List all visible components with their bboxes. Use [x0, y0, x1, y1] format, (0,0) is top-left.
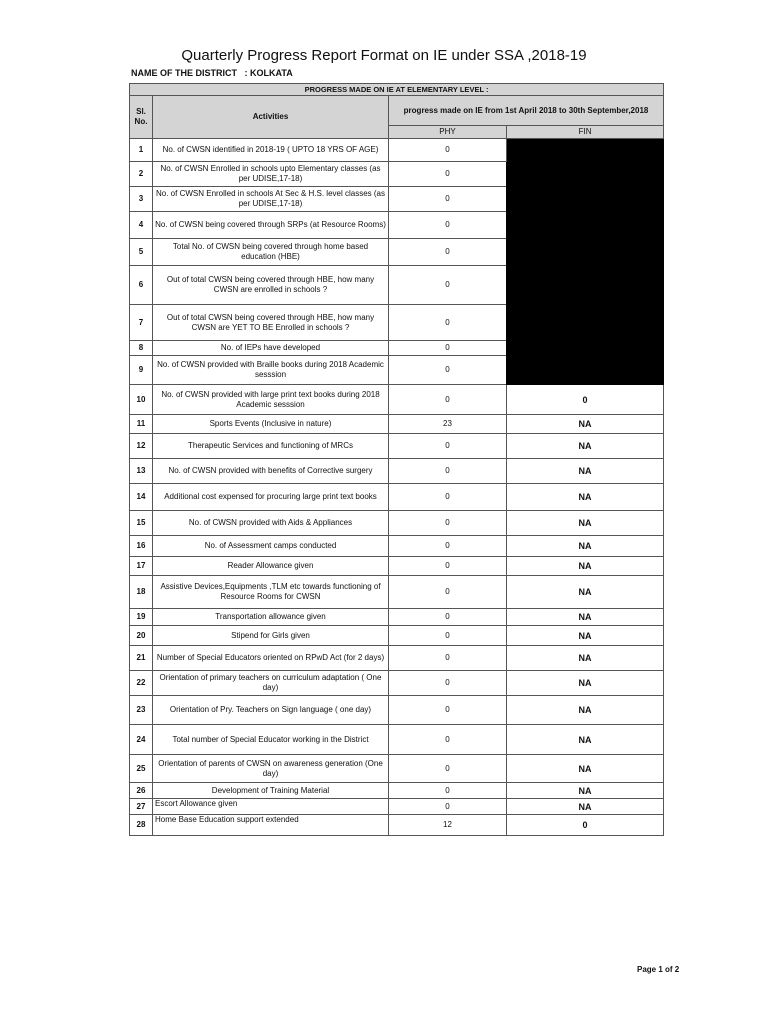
table-row [130, 696, 664, 725]
phy-cell: 0 [389, 341, 507, 356]
fin-cell: NA [507, 609, 664, 626]
progress-header: progress made on IE from 1st April 2018 to 30th September,2018 [389, 96, 664, 126]
table-row [130, 415, 664, 434]
table-row [130, 815, 664, 836]
phy-cell: 0 [389, 783, 507, 799]
district-separator: : [244, 68, 248, 78]
phy-cell: 0 [389, 557, 507, 576]
sl-no-cell: 7 [130, 305, 153, 341]
sl-no-cell: 1 [130, 139, 153, 162]
phy-header: PHY [389, 126, 507, 139]
phy-cell: 0 [389, 626, 507, 646]
sl-no-cell: 14 [130, 484, 153, 511]
activity-cell: No. of CWSN Enrolled in schools At Sec & H.S. level classes (as per UDISE,17-18) [153, 187, 389, 212]
phy-cell: 0 [389, 459, 507, 484]
district-label: NAME OF THE DISTRICT [131, 68, 237, 78]
activity-cell: Reader Allowance given [153, 557, 389, 576]
phy-cell: 0 [389, 266, 507, 305]
phy-cell: 23 [389, 415, 507, 434]
sl-no-cell: 25 [130, 755, 153, 783]
fin-cell: 0 [507, 815, 664, 836]
table-row [130, 557, 664, 576]
activity-cell: Orientation of parents of CWSN on awareness generation (One day) [153, 755, 389, 783]
sl-no-cell: 15 [130, 511, 153, 536]
activity-cell: Sports Events (Inclusive in nature) [153, 415, 389, 434]
phy-cell: 0 [389, 755, 507, 783]
phy-cell: 0 [389, 212, 507, 239]
phy-cell: 0 [389, 434, 507, 459]
activity-cell: Therapeutic Services and functioning of MRCs [153, 434, 389, 459]
table-row [130, 385, 664, 415]
activity-cell: Escort Allowance given [153, 799, 389, 815]
activity-cell: Out of total CWSN being covered through HBE, how many CWSN are YET TO BE Enrolled in schools ? [153, 305, 389, 341]
fin-cell: NA [507, 755, 664, 783]
district-line [131, 68, 293, 78]
fin-cell: NA [507, 725, 664, 755]
table-row [130, 783, 664, 799]
activity-cell: Additional cost expensed for procuring large print text books [153, 484, 389, 511]
table-row [130, 139, 664, 162]
activity-cell: No. of CWSN Enrolled in schools upto Elementary classes (as per UDISE,17-18) [153, 162, 389, 187]
table-row [130, 626, 664, 646]
fin-cell: NA [507, 646, 664, 671]
fin-cell: NA [507, 626, 664, 646]
activity-cell: Transportation allowance given [153, 609, 389, 626]
activity-cell: No. of CWSN provided with Braille books during 2018 Academic sesssion [153, 356, 389, 385]
phy-cell: 0 [389, 356, 507, 385]
sl-no-cell: 28 [130, 815, 153, 836]
sl-no-cell: 26 [130, 783, 153, 799]
fin-cell: NA [507, 536, 664, 557]
table-row [130, 609, 664, 626]
sl-no-cell: 12 [130, 434, 153, 459]
sl-no-cell: 13 [130, 459, 153, 484]
fin-cell: NA [507, 511, 664, 536]
phy-cell: 0 [389, 609, 507, 626]
table-row [130, 459, 664, 484]
sl-no-cell: 27 [130, 799, 153, 815]
fin-header: FIN [507, 126, 664, 139]
table-row [130, 511, 664, 536]
fin-cell: NA [507, 783, 664, 799]
sl-no-cell: 19 [130, 609, 153, 626]
activity-cell: Orientation of primary teachers on curriculum adaptation ( One day) [153, 671, 389, 696]
activity-cell: No. of CWSN being covered through SRPs (at Resource Rooms) [153, 212, 389, 239]
fin-cell: NA [507, 557, 664, 576]
sl-no-cell: 6 [130, 266, 153, 305]
fin-cell: NA [507, 696, 664, 725]
table-header-row [130, 96, 664, 126]
sl-no-cell: 3 [130, 187, 153, 212]
activity-cell: Total number of Special Educator working in the District [153, 725, 389, 755]
page-number: Page 1 of 2 [637, 965, 680, 974]
phy-cell: 0 [389, 725, 507, 755]
table-banner: PROGRESS MADE ON IE AT ELEMENTARY LEVEL : [130, 84, 664, 96]
sl-no-cell: 16 [130, 536, 153, 557]
activity-cell: No. of CWSN identified in 2018-19 ( UPTO 18 YRS OF AGE) [153, 139, 389, 162]
activity-cell: Home Base Education support extended [153, 815, 389, 836]
fin-cell: NA [507, 484, 664, 511]
sl-no-cell: 23 [130, 696, 153, 725]
fin-cell: NA [507, 576, 664, 609]
phy-cell: 0 [389, 576, 507, 609]
activity-cell: Development of Training Material [153, 783, 389, 799]
sl-no-cell: 4 [130, 212, 153, 239]
phy-cell: 0 [389, 162, 507, 187]
table-row [130, 434, 664, 459]
phy-cell: 0 [389, 187, 507, 212]
phy-cell: 0 [389, 385, 507, 415]
table-row [130, 536, 664, 557]
activity-cell: Total No. of CWSN being covered through home based education (HBE) [153, 239, 389, 266]
redacted-fin-block [507, 139, 664, 385]
activity-cell: Stipend for Girls given [153, 626, 389, 646]
fin-cell: NA [507, 671, 664, 696]
phy-cell: 0 [389, 671, 507, 696]
phy-cell: 0 [389, 511, 507, 536]
sl-no-cell: 18 [130, 576, 153, 609]
phy-cell: 0 [389, 646, 507, 671]
phy-cell: 0 [389, 305, 507, 341]
phy-cell: 0 [389, 799, 507, 815]
sl-no-cell: 20 [130, 626, 153, 646]
table-row [130, 646, 664, 671]
sl-no-cell: 8 [130, 341, 153, 356]
activity-cell: Out of total CWSN being covered through HBE, how many CWSN are enrolled in schools ? [153, 266, 389, 305]
sl-no-cell: 11 [130, 415, 153, 434]
fin-cell: NA [507, 799, 664, 815]
activity-cell: Number of Special Educators oriented on RPwD Act (for 2 days) [153, 646, 389, 671]
table-row [130, 755, 664, 783]
phy-cell: 0 [389, 239, 507, 266]
activity-cell: No. of Assessment camps conducted [153, 536, 389, 557]
activity-cell: No. of CWSN provided with Aids & Appliances [153, 511, 389, 536]
table-row [130, 799, 664, 815]
activity-cell: Orientation of Pry. Teachers on Sign language ( one day) [153, 696, 389, 725]
phy-cell: 0 [389, 484, 507, 511]
fin-cell: 0 [507, 385, 664, 415]
activity-cell: No. of CWSN provided with benefits of Corrective surgery [153, 459, 389, 484]
sl-no-cell: 5 [130, 239, 153, 266]
sl-no-cell: 9 [130, 356, 153, 385]
sl-no-header: Sl. No. [130, 96, 153, 139]
fin-cell: NA [507, 415, 664, 434]
sl-no-cell: 2 [130, 162, 153, 187]
table-row [130, 725, 664, 755]
sl-no-cell: 21 [130, 646, 153, 671]
activities-header: Activities [153, 96, 389, 139]
progress-report-table [129, 83, 664, 836]
sl-no-cell: 17 [130, 557, 153, 576]
sl-no-cell: 22 [130, 671, 153, 696]
sl-no-cell: 10 [130, 385, 153, 415]
table-row [130, 671, 664, 696]
sl-no-cell: 24 [130, 725, 153, 755]
table-banner-row [130, 84, 664, 96]
activity-cell: No. of IEPs have developed [153, 341, 389, 356]
fin-cell: NA [507, 459, 664, 484]
phy-cell: 0 [389, 139, 507, 162]
fin-cell: NA [507, 434, 664, 459]
phy-cell: 12 [389, 815, 507, 836]
activity-cell: Assistive Devices,Equipments ,TLM etc towards functioning of Resource Rooms for CWSN [153, 576, 389, 609]
table-row [130, 484, 664, 511]
table-row [130, 576, 664, 609]
phy-cell: 0 [389, 696, 507, 725]
phy-cell: 0 [389, 536, 507, 557]
activity-cell: No. of CWSN provided with large print text books during 2018 Academic sesssion [153, 385, 389, 415]
document-title: Quarterly Progress Report Format on IE under SSA ,2018-19 [181, 47, 587, 64]
district-value: KOLKATA [250, 68, 293, 78]
